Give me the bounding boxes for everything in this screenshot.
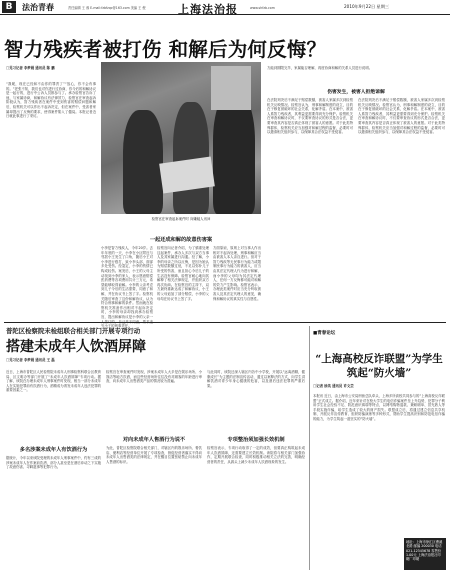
byline: □见习记者 李梦娟 通讯员 陈 鹏 — [6, 66, 55, 70]
issue-date: 2010年9月22日 星期三 — [344, 4, 390, 9]
body-column: 近日，上海市普陀区人民检察院未成年人刑事检察科联合区教育局、区文明办等部门开展了“未成年人饮酒屏障”专项行动。据了解，该院在办理未成年人刑事案件时发现，相当一部分未成年人在实施犯罪前有饮酒行为，酒精成为诱发未成年人违法犯罪的重要因素之一。 — [6, 370, 101, 393]
body-column: 在法院判决后不满足于赔偿数额，被害人家属多次到检察机关反映情况。检察官认为，刑事和解制度的设立，目的在于修复被破坏的社会关系，化解矛盾。在本案中，被害人系智力残疾者，其利益更需要得到充分保护。检察机关在审查和解协议时，不仅要审查协议的形式是否合法，更要审查其内容是否真正体现了被害人的意愿。对于此类特殊群体，检察机关应当加强对和解过程的监督，必要时可以邀请相关组织参与，以保障其合法权益不受侵害。 — [358, 98, 445, 135]
main-headline: 智力残疾者被打伤 和解后为何反悔？ — [4, 38, 327, 61]
right-story-headline: “上海高校反诈联盟”为学生筑起“防火墙” — [315, 353, 443, 379]
section-subhead: 专项整治须加强长效机制 — [227, 437, 285, 443]
body-column: 检察官表示，专项行动取得了一定的成效，但要真正构筑起未成年人饮酒屏障，还需要建立长效机制。该院将与相关部门加强协作，定期开展联合检查，同时积极推动相关立法的完善，明确经营者的责任，从源头上减少未成年人饮酒现象的发生。 — [207, 446, 305, 464]
section-subhead: 多名涉案未成年人有饮酒行为 — [19, 447, 88, 453]
body-column: 本报讯 近日，由上海市公安局刑侦总队牵头，上海多所高校共同参与的“上海高校反诈联盟”正式成立。据介绍，近年来针对在校大学生的电信诈骗案件呈上升趋势，犯罪分子利用学生社会经验不足、防范意识薄弱等特点，以网络购物退款、兼职刷单、冒充熟人等手段实施诈骗，给学生造成了较大的财产损失。联盟成立后，将通过建立信息共享机制、开展反诈宣传教育、组织防骗演练等多种形式，帮助学生提高识别和防范电信诈骗的能力，为学生筑起一道坚实的“防火墙”。 — [313, 394, 445, 421]
body-column: 方能到期限完毕，家属能否理解，再度协商和解的关系人员进行说明。 — [267, 66, 373, 70]
photo-caption: 检察官在审查起诉案件时 向嫌疑人讯问 — [151, 217, 211, 221]
column-divider — [309, 326, 310, 570]
news-photo — [101, 62, 261, 214]
body-column: 检察官向记者介绍，为了慎重处理这起案件，承办人多次与双方当事人及其家属进行沟通。经了解，小李的母亲之所以反悔，是因为她认为赔偿数额过低，不足以弥补儿子所受的伤害，而且担心今后儿子的生活没有保障。检察官耐心地向其解释了相关法律规定，并组织双方再次协商。在检察官的主持下，双方最终重新达成了和解协议，小王的父母追加了部分赔偿，小李的父母均在协议书上签了字。 — [157, 246, 209, 301]
body-column: 在法院判决后不满足于赔偿数额，被害人家属多次到检察机关反映情况。检察官认为，刑事和解制度的设立，目的在于修复被破坏的社会关系，化解矛盾。在本案中，被害人系智力残疾者，其利益更需要得到充分保护。检察机关在审查和解协议时，不仅要审查协议的形式是否合法，更要审查其内容是否真正体现了被害人的意愿。对于此类特殊群体，检察机关应当加强对和解过程的监督，必要时可以邀请相关组织参与，以保障其合法权益不受侵害。 — [267, 98, 353, 135]
body-column: 据统计，今年以来该院受理的未成年人刑事案件中，约有三成的涉案未成年人在作案前饮酒，部分人甚至是在酒后冲动之下实施了故意伤害、寻衅滋事等犯罪行为。 — [6, 456, 101, 470]
site-url: www.shfzb.com — [250, 6, 275, 10]
lead-paragraph: “我呢，现在已经和不由你的罪责了”“放心，你不会有事的。”老张不知，我们也对你进行过协商，你今后的和解协议是一起行的，进行中公诉人员都参与了。承办检察官告诉了他，与家属协商，和解协议有法律效力，检察官在审查起诉阶段认为，智力残疾者在案件中受到伤害的赔偿问题和解后，检察机关可以作出不起诉决定，但在案件中，受害者家属却提出了反悔的要求，使得案件陷入了僵局。本报记者近日就此事进行了采访。 — [6, 82, 96, 119]
newspaper-masthead: 上海法治报 — [178, 3, 238, 16]
page-number: B — [2, 1, 16, 13]
bottom-story-headline: 搭建未成年人饮酒屏障 — [6, 339, 146, 355]
bottom-story-kicker: 普陀区检察院未检组联合相关部门开展专项行动 — [6, 327, 141, 335]
body-column: 小李是智力残疾人，今年20岁。去年年底的一天，小李在小区附近与邻居小王发生了口角，随后小王对小李进行殴打，致小李头部、面部多处受伤。经鉴定，小李的伤情已构成轻伤。案发后，小王的父母主动找到小李的家人，表示愿意赔偿医药费等各项费用共计三万元，希望能够取得谅解。小李的父亲考虑到儿子今后的生活需要，同意了和解，并在协议书上签了字。检察机关随后审查了这份和解协议，认为符合刑事和解的条件。然而就在检察机关准备作出相对不起诉决定时，小李的母亲却找到承办检察官，提出和解协议是小李的父亲一 究小王的刑事责任。 — [101, 246, 153, 329]
body-column: 与此同时，该院还深入辖区内各中小学校，开展以“远离酒精，健康成长”为主题的法制宣传活动，通过以案释法的方式，向学生讲解饮酒对青少年身心健康的危害，以及酒后违法犯罪的严重后果。 — [207, 370, 305, 388]
story-subhead: 伤害发生，被害人拒绝谅解 — [327, 90, 385, 95]
byline: □见习记者 李梦娟 通讯员 王 磊 — [6, 358, 55, 362]
body-column: 检察官在审查案件时发现，涉案未成年人大多是在娱乐场所、小饭店等地方饮酒，而这些经营场所往往没有对顾客的年龄进行审查，向未成年人出售酒类产品的情况较为普遍。 — [106, 370, 202, 384]
body-column: 为此，普陀区检察院联合相关部门，对辖区内的娱乐场所、餐饮店、便利店等经营单位开展了专项检查，督促经营者落实不得向未成年人出售酒类的法律规定，并在醒目位置张贴禁止向未成年人售酒的标识。 — [106, 446, 202, 464]
page-header — [0, 0, 450, 15]
section-divider — [4, 322, 446, 323]
section-subhead: 对向未成年人售酒行为说不 — [122, 437, 186, 443]
section-title: 法治青春 — [22, 3, 54, 12]
body-column: 方面原谅，原则上对当事人作出相对不起诉处理，刑事和解应当由被害人本人亲自进行。但对于智力残疾等无民事行为能力或限制民事行为能力的被害人，应当由其法定代理人代为进行和解，而小李的父母均为其法定代理人，任何一方反悔都可能对和解的效力产生影响。检察官表示，办理此类案件时应当充分听取被害人及其法定代理人的意见，确保和解协议的真实性与自愿性。 — [213, 246, 261, 301]
imprint-box: 地址：上海市徐汇区漕溪北路 邮编 200030 电话 021-12345678 零售价 1.00元 上海法治报社印刷厂印刷 — [404, 538, 446, 570]
editor-credit: 责任编辑 王 蓉 E-mail:fzbfzqc@163.com 美编 王 俊 — [68, 6, 146, 10]
story-subhead: 一起还成和解的故意伤害案 — [149, 237, 213, 243]
byline: □记者 徐英 通讯员 许文芸 — [313, 384, 354, 388]
column-label: ■青春论坛 — [313, 331, 336, 336]
